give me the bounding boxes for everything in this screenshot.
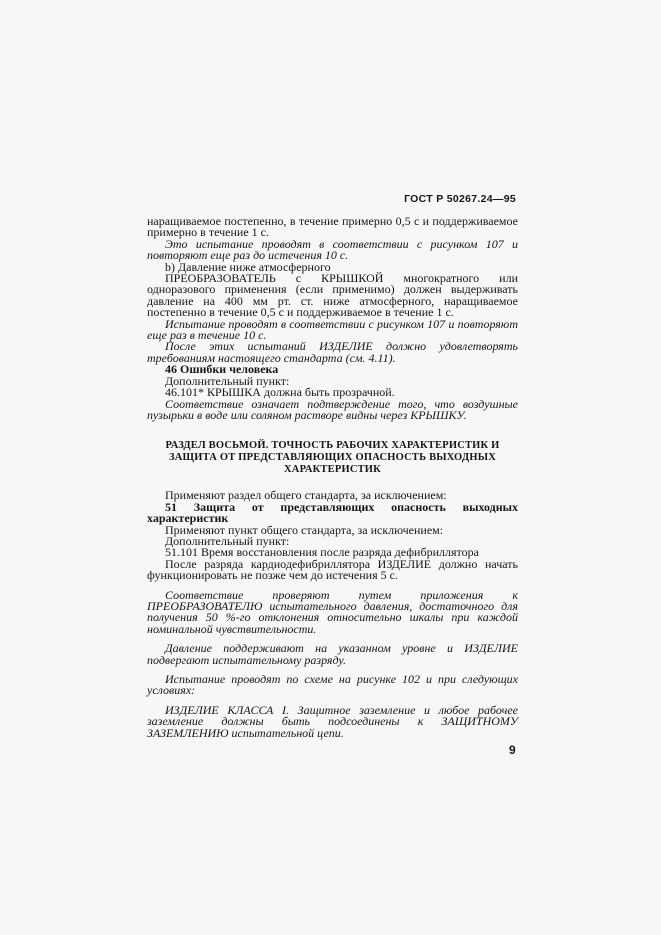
paragraph: Соответствие проверяют путем приложения к ПРЕОБРАЗОВАТЕЛЮ испытательного давления, достаточного для получения 50 %-го отклонения относительно шкалы при каждой номинальной чувствительности. — [147, 587, 518, 636]
paragraph: Дополнительный пункт: — [165, 533, 290, 548]
paragraph: Испытание проводят по схеме на рисунке 102 и при следующих условиях: — [147, 672, 518, 698]
paragraph: После разряда кардиодефибриллятора ИЗДЕЛИЕ должно начать функционировать не позже чем до истечения 5 с. — [147, 556, 518, 583]
page-number: 9 — [509, 743, 516, 757]
paragraph: Дополнительный пункт: — [165, 373, 290, 388]
paragraph: Это испытание проводят в соответствии с рисунком 107 и повторяют еще раз до истечения 10 с. — [147, 236, 518, 263]
paragraph: ПРЕОБРАЗОВАТЕЛЬ с КРЫШКОЙ многократного или одноразового применения (если применимо) должен выдерживать давление на 400 мм рт. ст. ниже атмосферного, наращиваемое постепенно в течение 0,5 с и поддерживаемое в течение 1 с. — [147, 271, 518, 320]
clause-heading: 51 Защита от представляющих опасность выходных характеристик — [147, 499, 518, 526]
paragraph: 46.101* КРЫШКА должна быть прозрачной. — [165, 385, 395, 400]
document-code-header: ГОСТ Р 50267.24—95 — [404, 193, 516, 205]
body-text — [147, 216, 518, 739]
paragraph: После этих испытаний ИЗДЕЛИЕ должно удовлетворять требованиям настоящего стандарта (см. 4.11). — [147, 339, 518, 365]
paragraph: Применяют пункт общего стандарта, за исключением: — [165, 522, 444, 537]
paragraph: ИЗДЕЛИЕ КЛАССА I. Защитное заземление и любое рабочее заземление должны быть подсоединены к ЗАЩИТНОМУ ЗАЗЕМЛЕНИЮ испытательной цепи. — [147, 702, 518, 740]
section-heading: РАЗДЕЛ ВОСЬМОЙ. ТОЧНОСТЬ РАБОЧИХ ХАРАКТЕРИСТИК И ЗАЩИТА ОТ ПРЕДСТАВЛЯЮЩИХ ОПАСНОСТЬ ВЫХОДНЫХ ХАРАКТЕРИСТИК — [165, 440, 500, 476]
subheading: b) Давление ниже атмосферного — [165, 259, 331, 274]
paragraph: Применяют раздел общего стандарта, за исключением: — [165, 488, 447, 503]
paragraph: Испытание проводят в соответствии с рисунком 107 и повторяют еще раз в течение 10 с. — [147, 316, 518, 343]
paragraph: Соответствие означает подтверждение того, что воздушные пузырьки в воде или соляном растворе видны через КРЫШКУ. — [147, 396, 518, 422]
paragraph: наращиваемое постепенно, в течение примерно 0,5 с и поддерживаемое примерно в течение 1 с. — [147, 214, 518, 240]
paragraph: 51.101 Время восстановления после разряда дефибриллятора — [165, 545, 479, 560]
paragraph: Давление поддерживают на указанном уровне и ИЗДЕЛИЕ подвергают испытательному разряду. — [147, 641, 518, 667]
clause-heading: 46 Ошибки человека — [165, 362, 279, 377]
